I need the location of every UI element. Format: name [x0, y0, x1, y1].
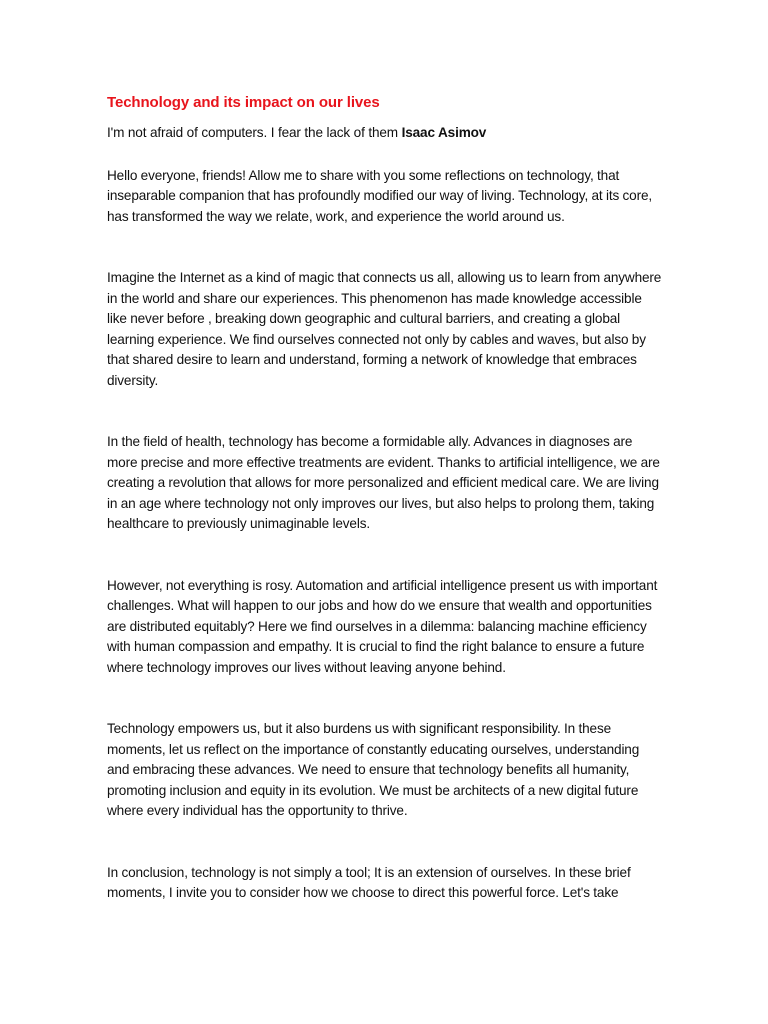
epigraph-author: Isaac Asimov [401, 125, 487, 140]
document-title: Technology and its impact on our lives [107, 94, 380, 111]
paragraph-challenges: However, not everything is rosy. Automation and artificial intelligence present us with important challenges. What will happen to our jobs and how do we ensure that wealth and opportunities are distributed equitably? Here we find ourselves in a dilemma: balancing machine efficiency with human compassion and empathy. It is crucial to find the right balance to ensure a future where technology improves our lives without leaving anyone behind. [107, 577, 658, 675]
paragraph-conclusion: In conclusion, technology is not simply a tool; It is an extension of ourselves. In these brief moments, I invite you to consider how we choose to direct this powerful force. Let's take [107, 864, 631, 900]
epigraph-quote: I'm not afraid of computers. I fear the lack of them [107, 125, 402, 140]
epigraph [107, 123, 663, 144]
document-body [107, 93, 663, 904]
paragraph-responsibility: Technology empowers us, but it also burdens us with significant responsibility. In these moments, let us reflect on the importance of constantly educating ourselves, understanding and embracing these advances. We need to ensure that technology benefits all humanity, promoting inclusion and equity in its evolution. We must be architects of a new digital future where every individual has the opportunity to thrive. [107, 721, 640, 818]
paragraph-health: In the field of health, technology has become a formidable ally. Advances in diagnoses are more precise and more effective treatments are evident. Thanks to artificial intelligence, we are creating a revolution that allows for more personalized and efficient medical care. We are living in an age where technology not only improves our lives, but also helps to prolong them, taking healthcare to previously unimaginable levels. [107, 434, 660, 531]
paragraph-internet: Imagine the Internet as a kind of magic that connects us all, allowing us to learn from anywhere in the world and share our experiences. This phenomenon has made knowledge accessible like never before , breaking down geographic and cultural barriers, and creating a global learning experience. We find ourselves connected not only by cables and waves, but also by that shared desire to learn and understand, forming a network of knowledge that embraces diversity. [107, 270, 662, 388]
paragraph-introduction: Hello everyone, friends! Allow me to share with you some reflections on technology, that inseparable companion that has profoundly modified our way of living. Technology, at its core, has transformed the way we relate, work, and experience the world around us. [107, 167, 652, 224]
